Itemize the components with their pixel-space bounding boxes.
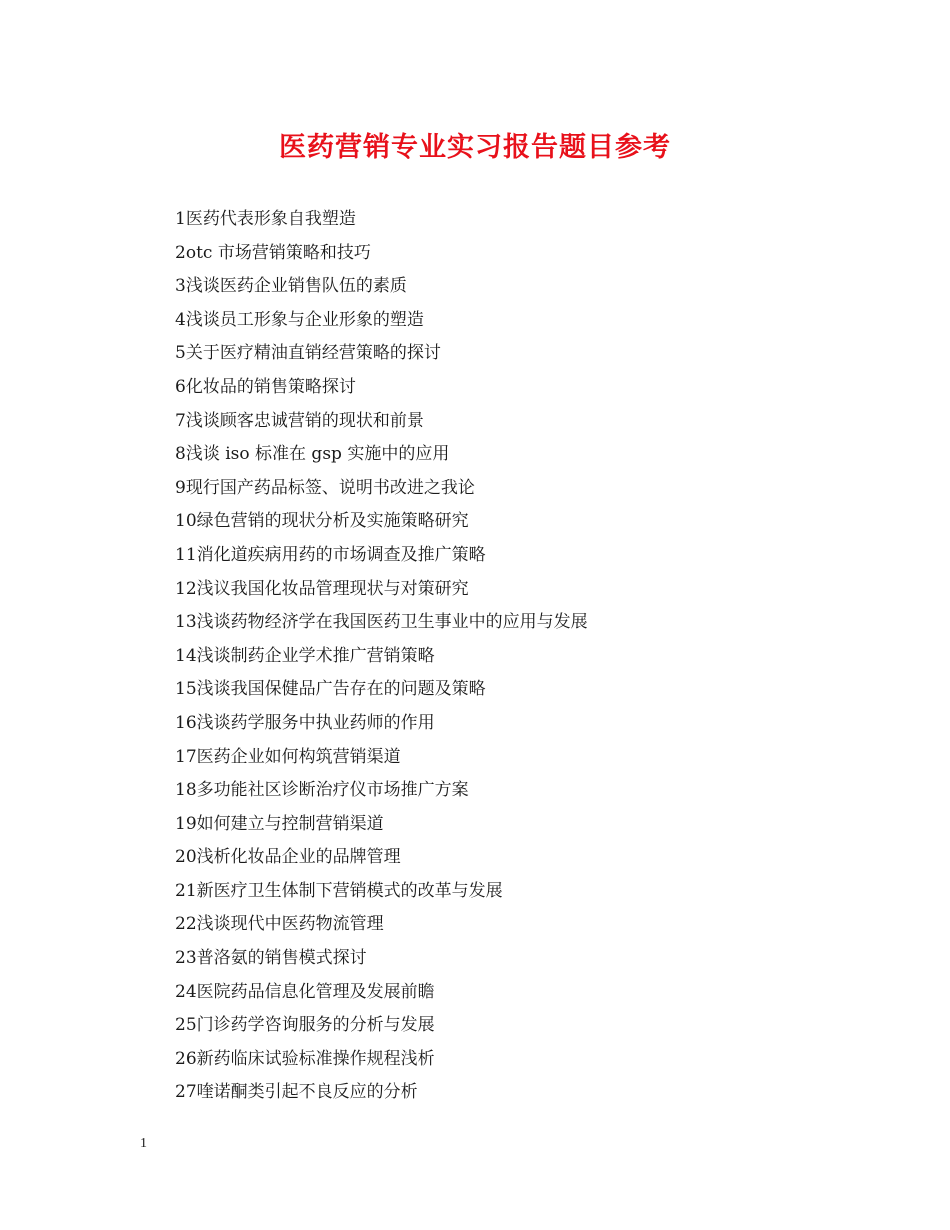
topic-text: 消化道疾病用药的市场调查及推广策略 [196,544,486,565]
topic-number: 23 [175,948,197,969]
list-item [175,774,875,808]
list-item [175,942,875,976]
topic-number: 5 [175,343,186,364]
page-number: 1 [140,1136,147,1151]
topic-text: 浅谈制药企业学术推广营销策略 [196,645,435,666]
list-item [175,371,875,405]
topic-text: 绿色营销的现状分析及实施策略研究 [196,511,469,532]
topic-number: 16 [175,712,197,733]
list-item [175,405,875,439]
topic-number: 22 [175,914,197,935]
topic-text: 喹诺酮类引起不良反应的分析 [196,1082,418,1103]
list-item [175,1076,875,1110]
list-item [175,707,875,741]
topic-text: 浅谈医药企业销售队伍的素质 [185,276,407,297]
topic-text: 浅析化妆品企业的品牌管理 [196,847,401,868]
topic-text: 浅谈我国保健品广告存在的问题及策略 [196,679,486,700]
list-item [175,1043,875,1077]
topic-number: 2 [175,242,186,263]
topic-number: 26 [175,1048,197,1069]
topic-text: 医药代表形象自我塑造 [185,209,356,229]
topic-text: 普洛氨的销售模式探讨 [196,948,367,969]
topic-number: 20 [175,847,197,868]
list-item [175,606,875,640]
topic-number: 13 [175,612,197,633]
topic-number: 27 [175,1082,197,1103]
list-item [175,270,875,304]
list-item [175,337,875,371]
topic-number: 11 [175,544,197,565]
list-item [175,841,875,875]
topic-number: 7 [175,410,186,431]
list-item [175,908,875,942]
topic-text: 门诊药学咨询服务的分析与发展 [196,1015,435,1036]
list-item [175,472,875,506]
list-item [175,304,875,338]
topic-text: 医药企业如何构筑营销渠道 [196,746,401,767]
topic-text: 如何建立与控制营销渠道 [196,813,384,834]
list-item [175,237,875,271]
topic-text: 新药临床试验标准操作规程浅析 [196,1048,435,1069]
topic-number: 15 [175,679,197,700]
topic-text: 浅谈药物经济学在我国医药卫生事业中的应用与发展 [196,612,588,633]
list-item [175,976,875,1010]
list-item [175,741,875,775]
topic-text: 化妆品的销售策略探讨 [185,376,356,397]
page-title: 医药营销专业实习报告题目参考 [279,132,671,163]
topic-number: 18 [175,780,197,801]
topic-number: 10 [175,511,197,532]
topic-number: 17 [175,746,197,767]
topic-number: 6 [175,376,186,397]
topic-text: 医院药品信息化管理及发展前瞻 [196,981,435,1002]
topic-number: 14 [175,645,197,666]
list-item [175,640,875,674]
topic-number: 21 [175,880,197,901]
topic-text: 新医疗卫生体制下营销模式的改革与发展 [196,880,503,901]
topic-number: 24 [175,981,197,1002]
topic-text: 现行国产药品标签、说明书改进之我论 [185,477,475,498]
list-item [175,203,875,237]
list-item [175,808,875,842]
topic-text: 浅谈 iso 标准在 gsp 实施中的应用 [185,444,450,465]
list-item [175,875,875,909]
topic-number: 12 [175,578,197,599]
topic-text: 浅谈顾客忠诚营销的现状和前景 [185,410,424,431]
topic-number: 25 [175,1015,197,1036]
topic-text: 多功能社区诊断治疗仪市场推广方案 [196,780,469,801]
topic-number: 9 [175,477,186,498]
topic-text: 浅谈现代中医药物流管理 [196,914,384,935]
topic-number: 1 [175,209,186,229]
list-item [175,539,875,573]
topic-number: 19 [175,813,197,834]
topic-text: 浅谈药学服务中执业药师的作用 [196,712,435,733]
topic-text: 浅议我国化妆品管理现状与对策研究 [196,578,469,599]
topic-text: 浅谈员工形象与企业形象的塑造 [185,309,424,330]
list-item [175,673,875,707]
topic-number: 3 [175,276,186,297]
topic-list [175,203,875,1110]
topic-text: 关于医疗精油直销经营策略的探讨 [185,343,441,364]
list-item [175,1009,875,1043]
list-item [175,505,875,539]
list-item [175,438,875,472]
topic-number: 4 [175,309,186,330]
list-item [175,573,875,607]
topic-text: otc 市场营销策略和技巧 [185,242,371,263]
topic-number: 8 [175,444,186,465]
